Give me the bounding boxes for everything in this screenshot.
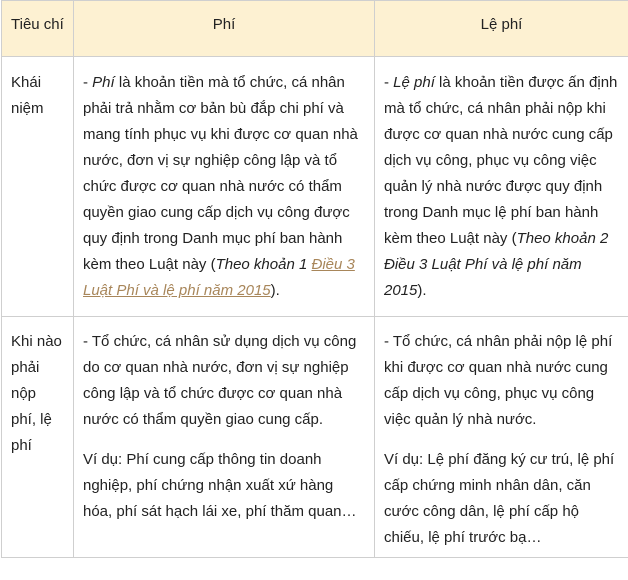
charge-definition-cell bbox=[375, 57, 628, 317]
charge-example-text: Ví dụ: Lệ phí đăng ký cư trú, lệ phí cấp chứng minh nhân dân, căn cước công dân, lệ phí cấp hộ chiếu, lệ phí trước bạ… bbox=[384, 451, 615, 546]
charge-citation: Theo khoản 2 Điều 3 Luật Phí và lệ phí năm 2015 bbox=[384, 230, 609, 299]
table-body bbox=[2, 57, 628, 558]
fee-definition-cell bbox=[74, 57, 375, 317]
header-row bbox=[2, 1, 628, 57]
criteria-cell-definition: Khái niệm bbox=[2, 57, 74, 317]
header-fee: Phí bbox=[74, 1, 375, 57]
header-criteria: Tiêu chí bbox=[2, 1, 74, 57]
fee-citation-prefix: Theo khoản 1 bbox=[215, 256, 312, 273]
fee-when-text: - Tổ chức, cá nhân sử dụng dịch vụ công do cơ quan nhà nước, đơn vị sự nghiệp công lập và tổ chức được cơ quan nhà nước có thẩm quyền giao cung cấp. bbox=[83, 333, 357, 428]
table-row-definition bbox=[2, 57, 628, 317]
charge-definition-text bbox=[384, 70, 619, 304]
charge-term: Lệ phí bbox=[393, 74, 435, 91]
fee-definition-prefix: - bbox=[83, 74, 93, 91]
comparison-table bbox=[1, 0, 628, 558]
fee-term: Phí bbox=[92, 74, 115, 91]
criteria-cell-when-to-pay: Khi nào phải nộp phí, lệ phí bbox=[2, 317, 74, 558]
header-charge: Lệ phí bbox=[375, 1, 628, 57]
fee-when-cell bbox=[74, 317, 375, 558]
charge-definition-suffix: ). bbox=[417, 282, 427, 299]
table-row-when-to-pay bbox=[2, 317, 628, 558]
table-header bbox=[2, 1, 628, 57]
charge-definition-body: là khoản tiền được ấn định mà tổ chức, cá nhân phải nộp khi được cơ quan nhà nước cung cấp dịch vụ công, phục vụ công việc quản lý nhà nước được quy định trong Danh mục lệ phí ban hành kèm theo Luật này ( bbox=[384, 74, 618, 247]
fee-definition-body: là khoản tiền mà tổ chức, cá nhân phải trả nhằm cơ bản bù đắp chi phí và mang tính phục vụ khi được cơ quan nhà nước, đơn vị sự nghiệp công lập và tổ chức được cơ quan nhà nước có thẩm quyền giao cung cấp dịch vụ công được quy định trong Danh mục phí ban hành kèm theo Luật này ( bbox=[83, 74, 358, 273]
charge-definition-prefix: - bbox=[384, 74, 394, 91]
fee-law-link[interactable]: Điều 3 Luật Phí và lệ phí năm 2015 bbox=[83, 256, 355, 299]
charge-when-text: - Tổ chức, cá nhân phải nộp lệ phí khi được cơ quan nhà nước cung cấp dịch vụ công, phục vụ công việc quản lý nhà nước. bbox=[384, 333, 613, 428]
fee-definition-suffix: ). bbox=[270, 282, 280, 299]
fee-example-text: Ví dụ: Phí cung cấp thông tin doanh nghiệp, phí chứng nhận xuất xứ hàng hóa, phí sát hạch lái xe, phí thăm quan… bbox=[83, 451, 357, 520]
charge-when-cell bbox=[375, 317, 628, 558]
fee-definition-text bbox=[83, 70, 365, 304]
